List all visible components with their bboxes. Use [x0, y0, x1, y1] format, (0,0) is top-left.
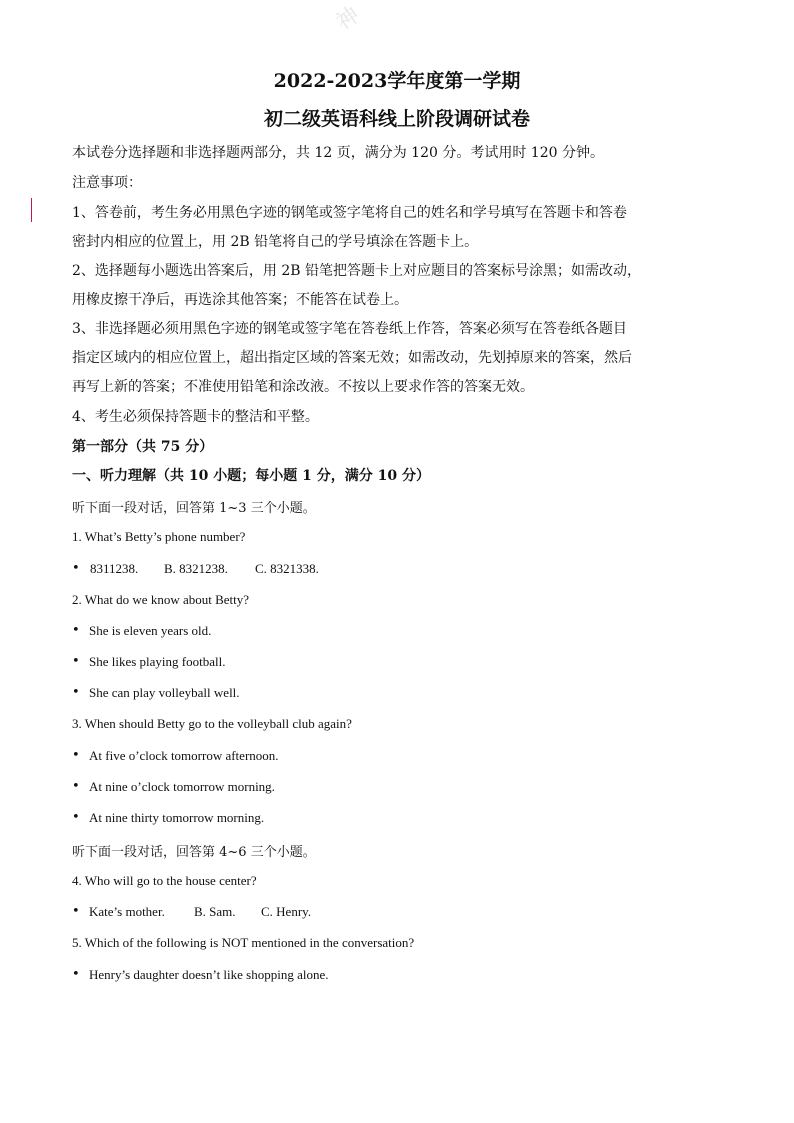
notes-heading: 注意事项： — [72, 175, 142, 191]
q2-option-b: She likes playing football. — [89, 654, 226, 669]
q5-option-a: Henry’s daughter doesn’t like shopping alone. — [89, 967, 329, 982]
q1-option-a: 8311238. — [90, 561, 139, 576]
question-1: 1. What’s Betty’s phone number? — [72, 529, 246, 544]
question-2: 2. What do we know about Betty? — [72, 592, 250, 607]
bullet: • — [72, 623, 80, 638]
q4-option-c: C. Henry. — [261, 904, 312, 919]
section-heading: 一、听力理解（共 10 小题；每小题 1 分，满分 10 分） — [72, 468, 430, 484]
listening-instruction: 听下面一段对话，回答第 1~3 三个小题。 — [72, 501, 316, 516]
question-5: 5. Which of the following is NOT mentioned in the conversation? — [72, 935, 415, 950]
q2-option-c: She can play volleyball well. — [89, 685, 240, 700]
listening-instruction: 听下面一段对话，回答第 4~6 三个小题。 — [72, 845, 316, 860]
q1-option-b: B. 8321238. — [164, 561, 228, 576]
q3-option-a: At five o’clock tomorrow afternoon. — [89, 748, 279, 763]
bullet: • — [72, 654, 80, 669]
exam-intro: 本试卷分选择题和非选择题两部分，共 12 页，满分为 120 分。考试用时 120 分钟。 — [72, 145, 604, 161]
note-line: 再写上新的答案；不准使用铅笔和涂改液。不按以上要求作答的答案无效。 — [72, 379, 534, 395]
bullet: • — [72, 904, 80, 919]
q4-option-a: Kate’s mother. — [89, 904, 165, 919]
note-line: 3、非选择题必须用黑色字迹的钢笔或签字笔在答卷纸上作答，答案必须写在答卷纸各题目 — [72, 321, 627, 337]
bullet: • — [72, 685, 80, 700]
q3-option-c: At nine thirty tomorrow morning. — [89, 810, 265, 825]
bullet: • — [72, 967, 80, 982]
bullet: • — [72, 748, 80, 763]
exam-subtitle: 初二级英语科线上阶段调研试卷 — [263, 108, 530, 130]
bullet: • — [72, 810, 80, 825]
note-line: 指定区域内的相应位置上，超出指定区域的答案无效；如需改动，先划掉原来的答案，然后 — [72, 350, 632, 366]
note-line: 用橡皮擦干净后，再选涂其他答案；不能答在试卷上。 — [72, 292, 408, 308]
part-heading: 第一部分（共 75 分） — [72, 439, 214, 455]
question-3: 3. When should Betty go to the volleyball club again? — [72, 716, 352, 731]
note-line: 密封内相应的位置上，用 2B 铅笔将自己的学号填涂在答题卡上。 — [72, 234, 479, 250]
exam-title: 2022-2023学年度第一学期 — [273, 70, 521, 92]
note-line: 1、答卷前，考生务必用黑色字迹的钢笔或签字笔将自己的姓名和学号填写在答题卡和答卷 — [72, 205, 627, 221]
bullet: • — [72, 561, 80, 576]
q3-option-b: At nine o’clock tomorrow morning. — [89, 779, 275, 794]
q1-option-c: C. 8321338. — [255, 561, 319, 576]
question-4: 4. Who will go to the house center? — [72, 873, 257, 888]
margin-mark — [31, 198, 32, 222]
bullet: • — [72, 779, 80, 794]
note-line: 4、考生必须保持答题卡的整洁和平整。 — [72, 409, 319, 425]
q4-option-b: B. Sam. — [194, 904, 236, 919]
watermark-glyph: 神 — [331, 2, 365, 36]
note-line: 2、选择题每小题选出答案后，用 2B 铅笔把答题卡上对应题目的答案标号涂黑；如需改动， — [72, 263, 642, 279]
q2-option-a: She is eleven years old. — [89, 623, 212, 638]
